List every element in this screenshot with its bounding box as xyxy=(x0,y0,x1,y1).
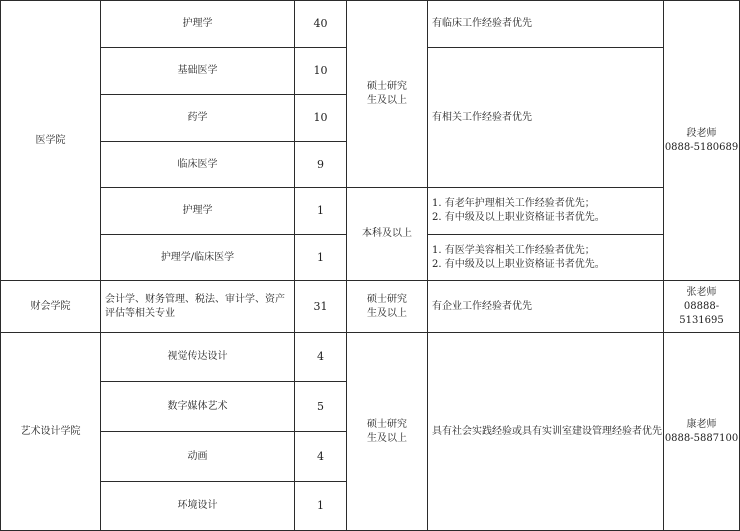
degree-cell: 硕士研究生及以上 xyxy=(346,280,428,333)
requirement-cell xyxy=(427,187,664,235)
degree-cell: 硕士研究生及以上 xyxy=(346,332,428,531)
requirement-line: 1. 有医学美容相关工作经验者优先； xyxy=(432,244,595,256)
college-name: 财会学院 xyxy=(0,280,101,333)
major-cell: 药学 xyxy=(100,94,295,142)
contact-cell xyxy=(663,0,740,281)
major-cell: 会计学、财务管理、税法、审计学、资产评估等相关专业 xyxy=(100,280,295,333)
requirement-line: 1. 有老年护理相关工作经验者优先； xyxy=(432,198,595,209)
requirement-cell: 有相关工作经验者优先 xyxy=(427,47,664,188)
major-cell: 护理学 xyxy=(100,0,295,48)
count-cell: 1 xyxy=(294,481,347,531)
contact-phone: 0888-5887100 xyxy=(664,432,739,444)
contact-phone: 08888-5131695 xyxy=(679,300,724,326)
major-cell: 数字媒体艺术 xyxy=(100,381,295,432)
requirement-cell xyxy=(427,234,664,281)
count-cell: 10 xyxy=(294,94,347,142)
count-cell: 40 xyxy=(294,0,347,48)
count-cell: 9 xyxy=(294,141,347,188)
count-cell: 10 xyxy=(294,47,347,95)
contact-name: 康老师 xyxy=(686,418,717,430)
major-cell: 基础医学 xyxy=(100,47,295,95)
requirement-cell: 有临床工作经验者优先 xyxy=(427,0,664,48)
degree-cell: 硕士研究生及以上 xyxy=(346,0,428,188)
college-name: 医学院 xyxy=(0,0,101,281)
count-cell: 1 xyxy=(294,187,347,235)
major-cell: 动画 xyxy=(100,431,295,482)
requirement-line: 2. 有中级及以上职业资格证书者优先。 xyxy=(432,212,605,223)
major-cell: 视觉传达设计 xyxy=(100,332,295,382)
college-name: 艺术设计学院 xyxy=(0,332,101,531)
degree-cell: 本科及以上 xyxy=(346,187,428,281)
requirement-cell: 具有社会实践经验或具有实训室建设管理经验者优先 xyxy=(427,332,664,531)
count-cell: 5 xyxy=(294,381,347,432)
count-cell: 4 xyxy=(294,431,347,482)
contact-cell xyxy=(663,332,740,531)
contact-phone: 0888-5180689 xyxy=(664,141,739,153)
major-cell: 环境设计 xyxy=(100,481,295,531)
count-cell: 31 xyxy=(294,280,347,333)
contact-name: 段老师 xyxy=(686,127,717,139)
major-cell: 护理学 xyxy=(100,187,295,235)
count-cell: 1 xyxy=(294,234,347,281)
major-cell: 护理学/临床医学 xyxy=(100,234,295,281)
requirement-cell: 有企业工作经验者优先 xyxy=(427,280,664,333)
count-cell: 4 xyxy=(294,332,347,382)
major-cell: 临床医学 xyxy=(100,141,295,188)
contact-cell xyxy=(663,280,740,333)
requirement-line: 2. 有中级及以上职业资格证书者优先。 xyxy=(432,258,605,270)
contact-name: 张老师 xyxy=(686,286,717,298)
